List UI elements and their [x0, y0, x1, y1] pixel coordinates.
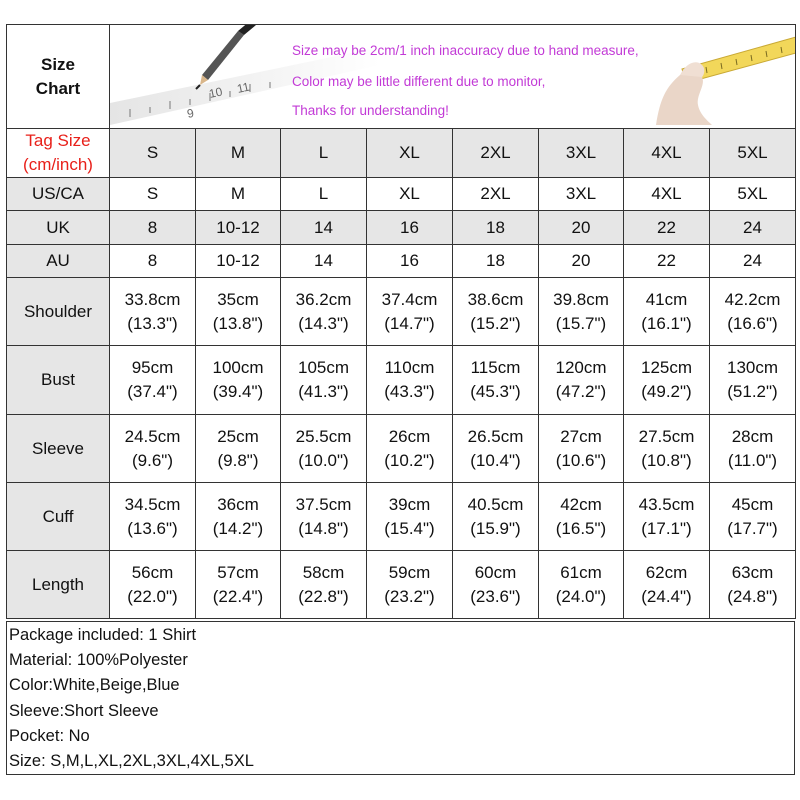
table-cell: 18	[453, 211, 539, 245]
ruler-number: 11	[235, 79, 251, 96]
tag-size-cell: L	[281, 129, 367, 178]
tag-size-cell: 3XL	[539, 129, 624, 178]
table-cell: 14	[281, 211, 367, 245]
table-cell: 16	[367, 211, 453, 245]
table-cell: 14	[281, 245, 367, 278]
row-label: Bust	[7, 346, 110, 415]
table-cell: 37.5cm (14.8")	[281, 483, 367, 551]
disclaimer-line: Thanks for understanding!	[292, 103, 449, 118]
table-cell: 26.5cm (10.4")	[453, 415, 539, 483]
table-cell: 34.5cm (13.6")	[110, 483, 196, 551]
disclaimer-line: Color may be little different due to monitor,	[292, 74, 546, 89]
info-line-sleeve: Sleeve:Short Sleeve	[9, 701, 159, 720]
table-cell: 130cm (51.2")	[710, 346, 796, 415]
tag-size-cell: 5XL	[710, 129, 796, 178]
row-label: Length	[7, 551, 110, 619]
table-cell: 42.2cm (16.6")	[710, 278, 796, 346]
table-cell: 24	[710, 245, 796, 278]
info-line-pocket: Pocket: No	[9, 726, 90, 745]
tag-size-cell: 4XL	[624, 129, 710, 178]
table-cell: 25.5cm (10.0")	[281, 415, 367, 483]
table-cell: 16	[367, 245, 453, 278]
info-line-color: Color:White,Beige,Blue	[9, 676, 180, 695]
table-cell: 18	[453, 245, 539, 278]
table-cell: 41cm (16.1")	[624, 278, 710, 346]
table-cell: 25cm (9.8")	[196, 415, 281, 483]
table-cell: 110cm (43.3")	[367, 346, 453, 415]
measure-row-shoulder	[7, 278, 796, 346]
size-row-uk	[7, 211, 796, 245]
measure-row-bust	[7, 346, 796, 415]
row-label: US/CA	[7, 178, 110, 211]
table-cell: 105cm (41.3")	[281, 346, 367, 415]
table-cell: 45cm (17.7")	[710, 483, 796, 551]
table-cell: 38.6cm (15.2")	[453, 278, 539, 346]
table-cell: 8	[110, 245, 196, 278]
table-cell: 3XL	[539, 178, 624, 211]
table-cell: 22	[624, 245, 710, 278]
table-cell: 24.5cm (9.6")	[110, 415, 196, 483]
row-label: UK	[7, 211, 110, 245]
table-cell: 58cm (22.8")	[281, 551, 367, 619]
tag-size-cell: M	[196, 129, 281, 178]
info-line-size: Size: S,M,L,XL,2XL,3XL,4XL,5XL	[9, 752, 254, 771]
table-cell: 37.4cm (14.7")	[367, 278, 453, 346]
table-cell: 22	[624, 211, 710, 245]
measure-row-length	[7, 551, 796, 619]
tag-size-label: Tag Size (cm/inch)	[7, 129, 110, 178]
table-cell: 20	[539, 211, 624, 245]
table-cell: 115cm (45.3")	[453, 346, 539, 415]
table-cell: 62cm (24.4")	[624, 551, 710, 619]
row-label: Sleeve	[7, 415, 110, 483]
table-cell: 10-12	[196, 245, 281, 278]
table-cell: 43.5cm (17.1")	[624, 483, 710, 551]
table-cell: 4XL	[624, 178, 710, 211]
measuring-tape-hand-illustration	[646, 29, 796, 125]
table-cell: M	[196, 178, 281, 211]
table-cell: 35cm (13.8")	[196, 278, 281, 346]
measure-row-sleeve	[7, 415, 796, 483]
ruler-number: 9	[185, 105, 196, 121]
disclaimer-banner	[110, 25, 796, 129]
table-cell: 20	[539, 245, 624, 278]
table-cell: 10-12	[196, 211, 281, 245]
size-chart-table	[6, 24, 796, 619]
table-cell: 63cm (24.8")	[710, 551, 796, 619]
table-cell: XL	[367, 178, 453, 211]
table-cell: S	[110, 178, 196, 211]
table-cell: 27.5cm (10.8")	[624, 415, 710, 483]
disclaimer-line: Size may be 2cm/1 inch inaccuracy due to hand measure,	[292, 43, 639, 58]
size-chart-title: Size Chart	[7, 25, 110, 129]
table-cell: 5XL	[710, 178, 796, 211]
info-line-material: Material: 100%Polyester	[9, 651, 188, 670]
tag-size-row	[7, 129, 796, 178]
ruler-number: 10	[207, 84, 224, 101]
table-cell: 26cm (10.2")	[367, 415, 453, 483]
tag-size-cell: 2XL	[453, 129, 539, 178]
table-cell: 61cm (24.0")	[539, 551, 624, 619]
table-cell: 33.8cm (13.3")	[110, 278, 196, 346]
size-row-us-ca	[7, 178, 796, 211]
size-row-au	[7, 245, 796, 278]
table-cell: 100cm (39.4")	[196, 346, 281, 415]
row-label: AU	[7, 245, 110, 278]
table-cell: 120cm (47.2")	[539, 346, 624, 415]
table-cell: 2XL	[453, 178, 539, 211]
table-cell: 40.5cm (15.9")	[453, 483, 539, 551]
row-label: Cuff	[7, 483, 110, 551]
tag-size-cell: XL	[367, 129, 453, 178]
info-line-package: Package included: 1 Shirt	[9, 626, 197, 644]
tag-size-cell: S	[110, 129, 196, 178]
table-cell: 8	[110, 211, 196, 245]
table-cell: 28cm (11.0")	[710, 415, 796, 483]
table-cell: 36.2cm (14.3")	[281, 278, 367, 346]
table-cell: 60cm (23.6")	[453, 551, 539, 619]
table-cell: 39cm (15.4")	[367, 483, 453, 551]
table-cell: 39.8cm (15.7")	[539, 278, 624, 346]
table-cell: 42cm (16.5")	[539, 483, 624, 551]
measure-row-cuff	[7, 483, 796, 551]
table-cell: 36cm (14.2")	[196, 483, 281, 551]
product-info-box	[6, 621, 795, 775]
table-cell: L	[281, 178, 367, 211]
table-cell: 27cm (10.6")	[539, 415, 624, 483]
table-cell: 95cm (37.4")	[110, 346, 196, 415]
header-row	[7, 25, 796, 129]
table-cell: 125cm (49.2")	[624, 346, 710, 415]
table-cell: 57cm (22.4")	[196, 551, 281, 619]
table-cell: 24	[710, 211, 796, 245]
row-label: Shoulder	[7, 278, 110, 346]
table-cell: 59cm (23.2")	[367, 551, 453, 619]
table-cell: 56cm (22.0")	[110, 551, 196, 619]
